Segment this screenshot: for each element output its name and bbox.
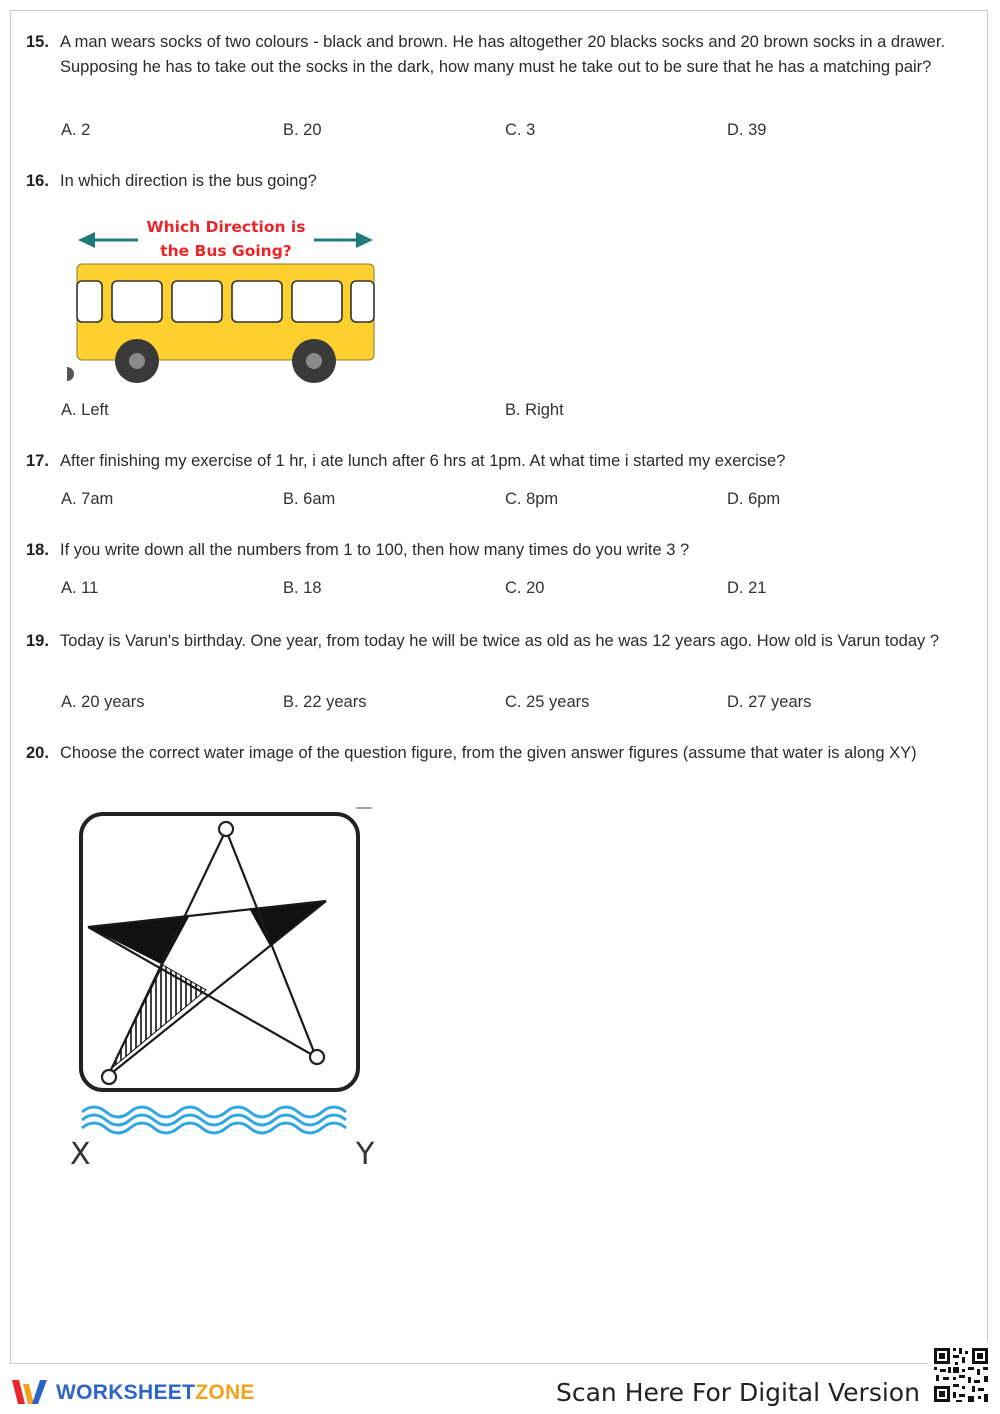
question-16 <box>26 169 946 194</box>
left-arrow-icon <box>78 232 138 248</box>
option-b[interactable]: B. 22 years <box>283 693 367 711</box>
brand-logo[interactable] <box>10 1374 255 1412</box>
question-text: In which direction is the bus going? <box>60 172 317 190</box>
brand-name-part1: WORKSHEET <box>56 1381 196 1404</box>
question-20 <box>26 741 946 766</box>
option-c[interactable]: C. 3 <box>505 121 536 139</box>
question-text: Today is Varun's birthday. One year, from today he will be twice as old as he was 12 years ago. How old is Varun today ? <box>60 632 940 650</box>
label-x: X <box>70 1137 91 1172</box>
water-line <box>82 1107 346 1133</box>
option-a[interactable]: A. 11 <box>61 579 99 597</box>
scan-text: Scan Here For Digital Version <box>556 1378 920 1407</box>
option-a[interactable]: A. 2 <box>61 121 91 139</box>
option-a[interactable]: A. 20 years <box>61 693 145 711</box>
worksheetzone-logo-icon <box>10 1376 50 1410</box>
right-arrow-icon <box>314 232 373 248</box>
question-15 <box>26 30 946 79</box>
question-text: If you write down all the numbers from 1 to 100, then how many times do you write 3 ? <box>60 541 690 559</box>
option-a[interactable]: A. Left <box>61 401 109 419</box>
question-number: 19. <box>26 632 49 650</box>
option-d[interactable]: D. 21 <box>727 579 767 597</box>
question-number: 18. <box>26 541 49 559</box>
option-c[interactable]: C. 20 <box>505 579 545 597</box>
question-17 <box>26 449 946 474</box>
question-18 <box>26 538 946 563</box>
question-text: A man wears socks of two colours - black and brown. He has altogether 20 blacks socks and 20 brown socks in a drawer. Supposing he has to take out the socks in the dark, how many must he take out to be sure that he has a matching pair? <box>60 33 946 76</box>
question-number: 20. <box>26 744 49 762</box>
option-c[interactable]: C. 25 years <box>505 693 590 711</box>
option-c[interactable]: C. 8pm <box>505 490 559 508</box>
star-figure <box>60 800 390 1175</box>
question-number: 16. <box>26 172 49 190</box>
option-d[interactable]: D. 39 <box>727 121 767 139</box>
bus-caption-line1: Which Direction is <box>146 218 306 236</box>
qr-code-icon[interactable] <box>928 1342 994 1408</box>
option-b[interactable]: B. 20 <box>283 121 322 139</box>
question-19 <box>26 629 946 654</box>
option-b[interactable]: B. 18 <box>283 579 322 597</box>
option-b[interactable]: B. 6am <box>283 490 336 508</box>
brand-name-part2: ZONE <box>195 1381 255 1404</box>
question-text: After finishing my exercise of 1 hr, i ate lunch after 6 hrs at 1pm. At what time i started my exercise? <box>60 452 786 470</box>
label-y: Y <box>356 1137 375 1172</box>
bus-figure <box>58 208 388 390</box>
bus-caption-line2: the Bus Going? <box>160 242 292 260</box>
option-d[interactable]: D. 27 years <box>727 693 812 711</box>
option-b[interactable]: B. Right <box>505 401 564 419</box>
question-number: 17. <box>26 452 49 470</box>
option-a[interactable]: A. 7am <box>61 490 114 508</box>
question-text: Choose the correct water image of the question figure, from the given answer figures (assume that water is along XY) <box>60 744 917 762</box>
option-d[interactable]: D. 6pm <box>727 490 781 508</box>
question-number: 15. <box>26 33 49 51</box>
